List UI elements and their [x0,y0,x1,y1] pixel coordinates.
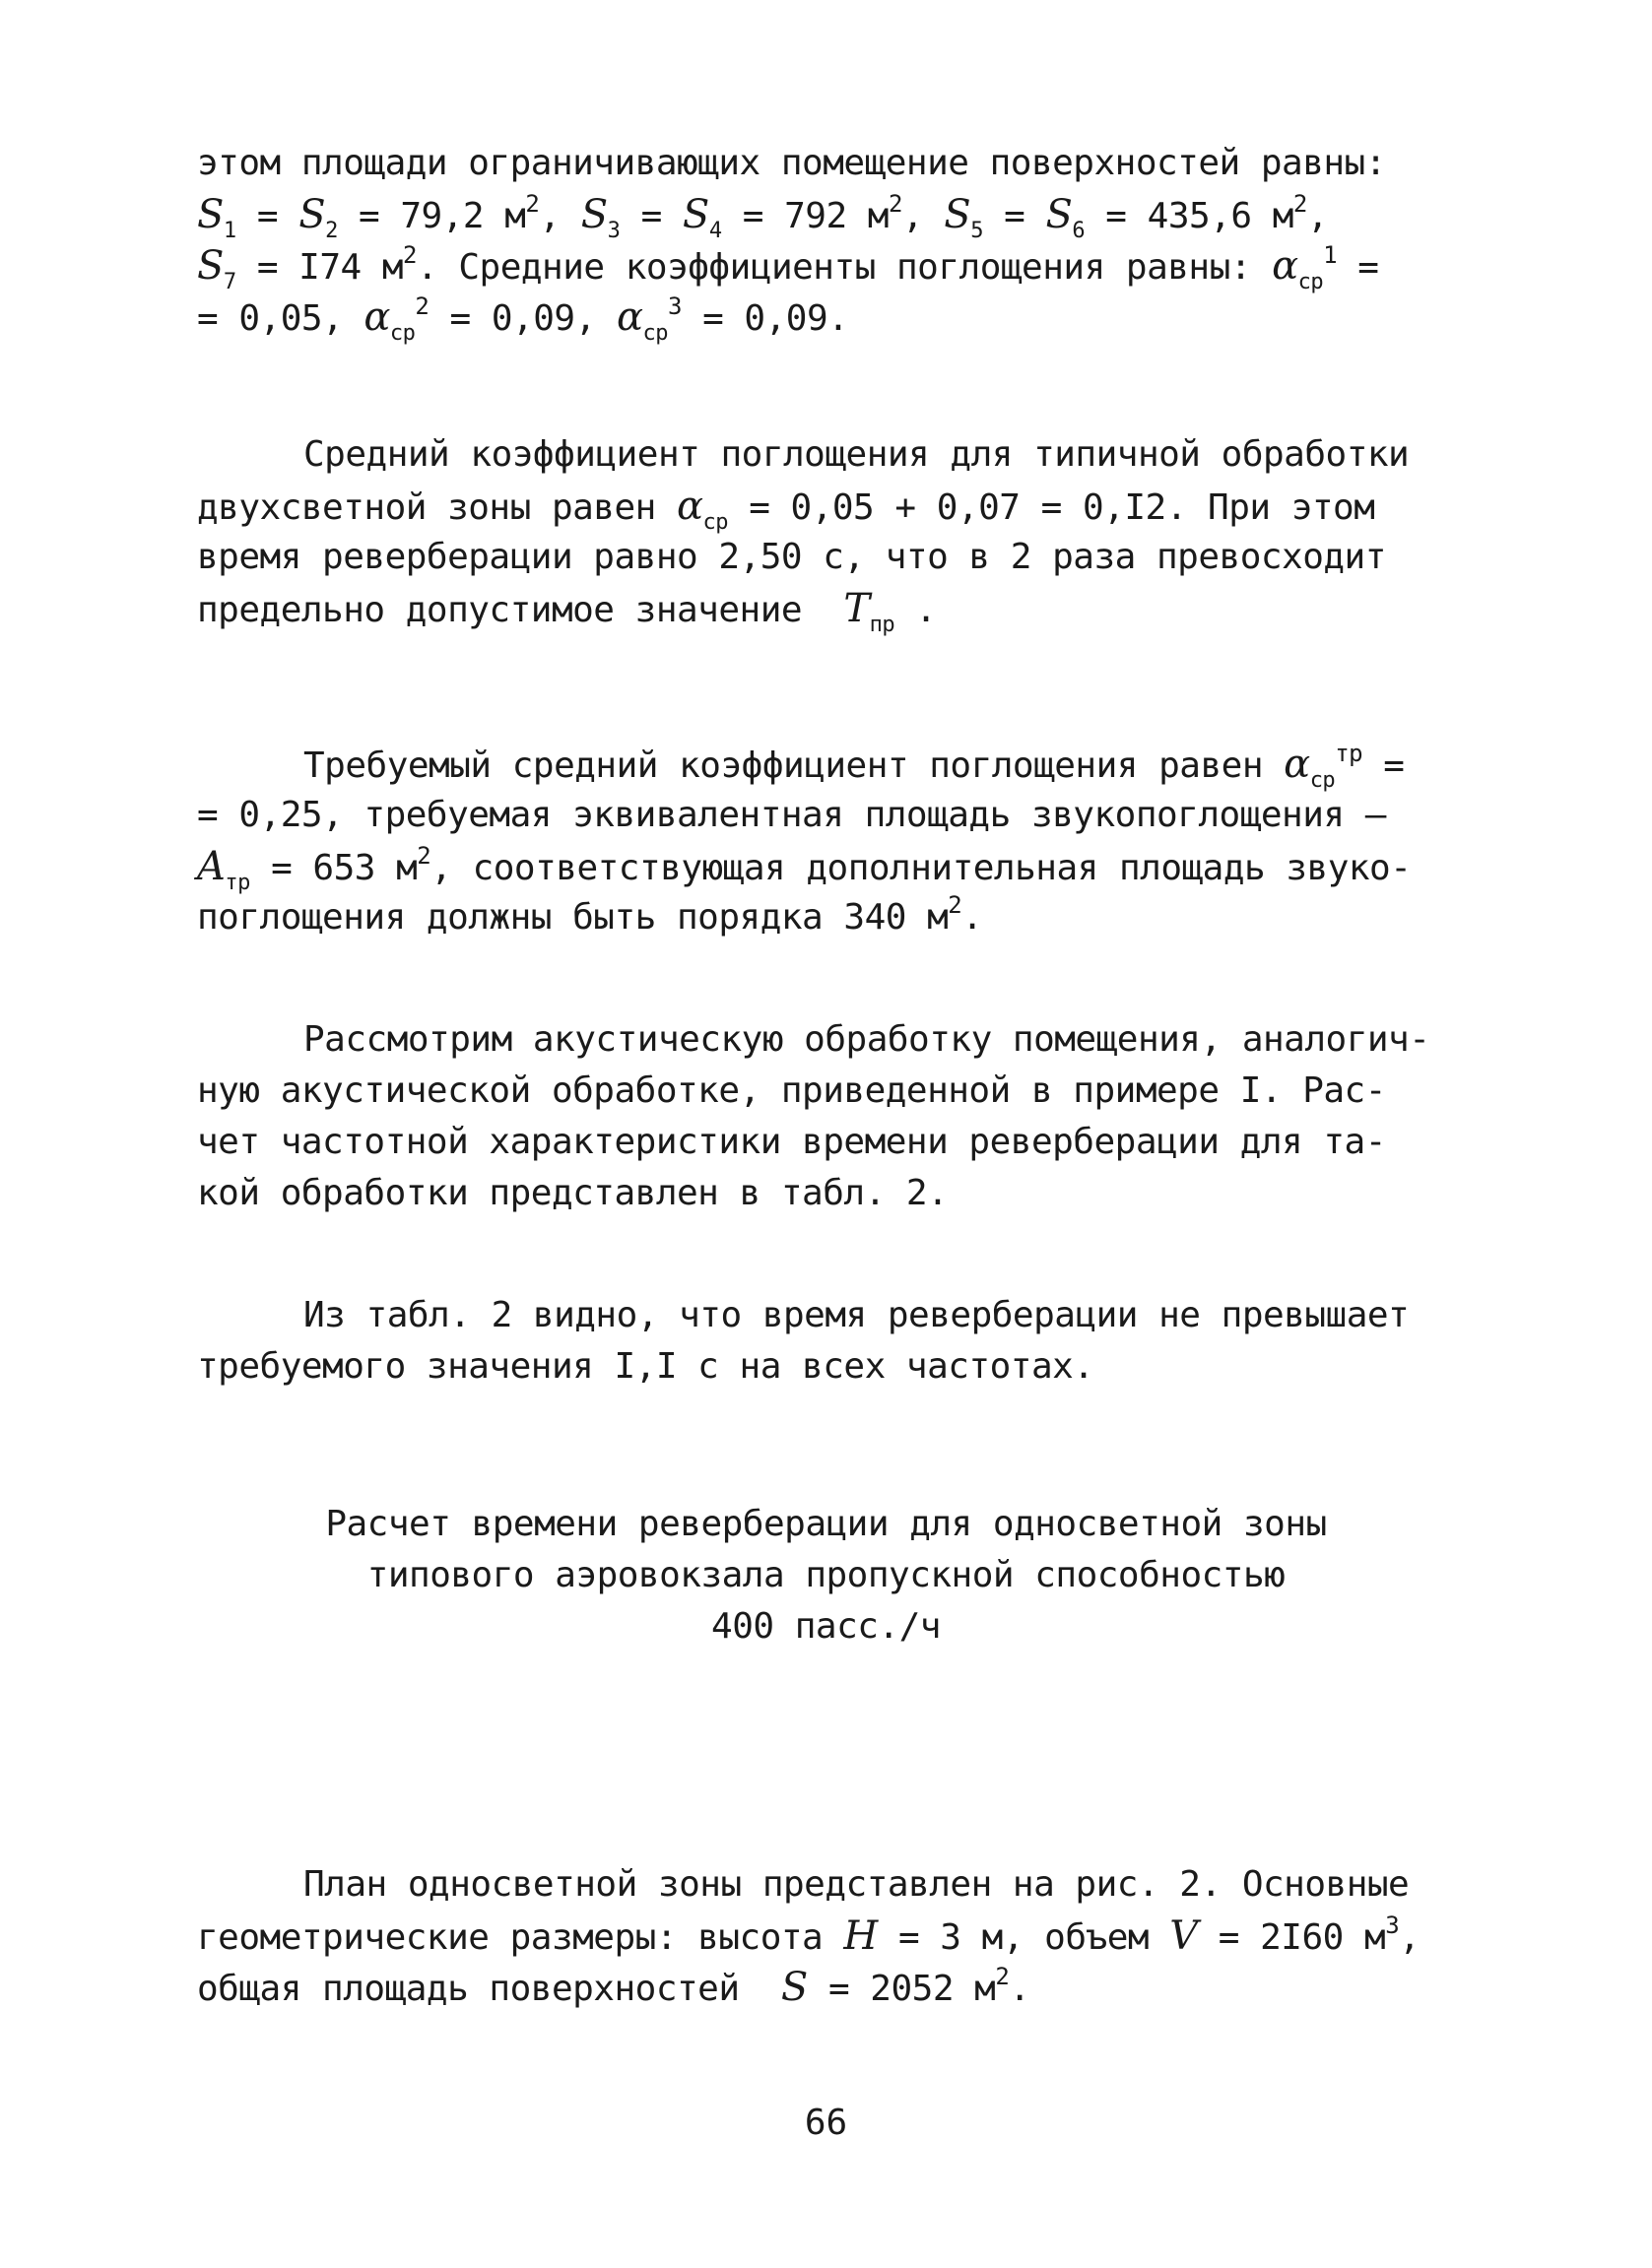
p3-line-3: $A_{тр} = 653$ $м^2$, соответствующая дополнительная площадь звуко- [197,842,1412,895]
p6-line-3: общая площадь поверхностей S = 2052 $м^2$. [197,1963,1030,2010]
p2-line-4: предельно допустимое значение $T_{пр}$ . [197,586,937,637]
p2-line-1: Средний коэффициент поглощения для типичной обработки [303,434,1410,475]
p3-line-2: = 0,25, требуемая эквивалентная площадь звукопоглощения – [197,795,1386,835]
p1-line-2: $S_1 = S_2 = 79,2$ $м^2$, $S_3 = S_4 = 792$ $м^2$, $S_5 = S_6 = 435,6$ $м^2$, [197,190,1329,243]
section-heading-line-2: типового аэровокзала пропускной способностью [366,1555,1286,1595]
section-heading-line-1: Расчет времени реверберации для односветной зоны [325,1504,1327,1544]
p1-line-1: этом площади ограничивающих помещение поверхностей равны: [197,143,1386,183]
p6-line-1: План односветной зоны представлен на рис. 2. Основные [303,1864,1410,1905]
p3-line-1: Требуемый средний коэффициент поглощения равен $\alpha_{ср}^{тр}$ = [303,740,1405,793]
p4-line-1: Рассмотрим акустическую обработку помещения, аналогич- [303,1019,1430,1060]
p5-line-2: требуемого значения I,I с на всех частотах. [197,1346,1094,1387]
p4-line-3: чет частотной характеристики времени реверберации для та- [197,1122,1386,1162]
section-heading-line-3: 400 пасс./ч [711,1606,941,1647]
page-number: 66 [804,2103,848,2143]
p4-line-4: кой обработки представлен в табл. 2. [197,1173,949,1213]
p2-line-2: двухсветной зоны равен $\alpha_{ср} = 0,05 + 0,07 = 0,I2$. При этом [197,484,1375,535]
p1-line-4: = 0,05, $\alpha_{ср}^2 = 0,09$, $\alpha_{ср}^3 = 0,09$. [197,292,849,346]
p6-line-2: геометрические размеры: высота H = 3 м, объем V = 2I60 $м^3$, [197,1912,1421,1959]
p5-line-1: Из табл. 2 видно, что время реверберации не превышает [303,1295,1410,1335]
p4-line-2: ную акустической обработке, приведенной в примере I. Рас- [197,1070,1386,1111]
p1-line-3: $S_7 = I74$ $м^2$. Средние коэффициенты поглощения равны: $\alpha_{ср}^1$ = [197,241,1379,294]
p2-line-3: время реверберации равно 2,50 с, что в 2 раза превосходит [197,537,1386,577]
p3-line-4: поглощения должны быть порядка 340 $м^2$. [197,891,983,938]
